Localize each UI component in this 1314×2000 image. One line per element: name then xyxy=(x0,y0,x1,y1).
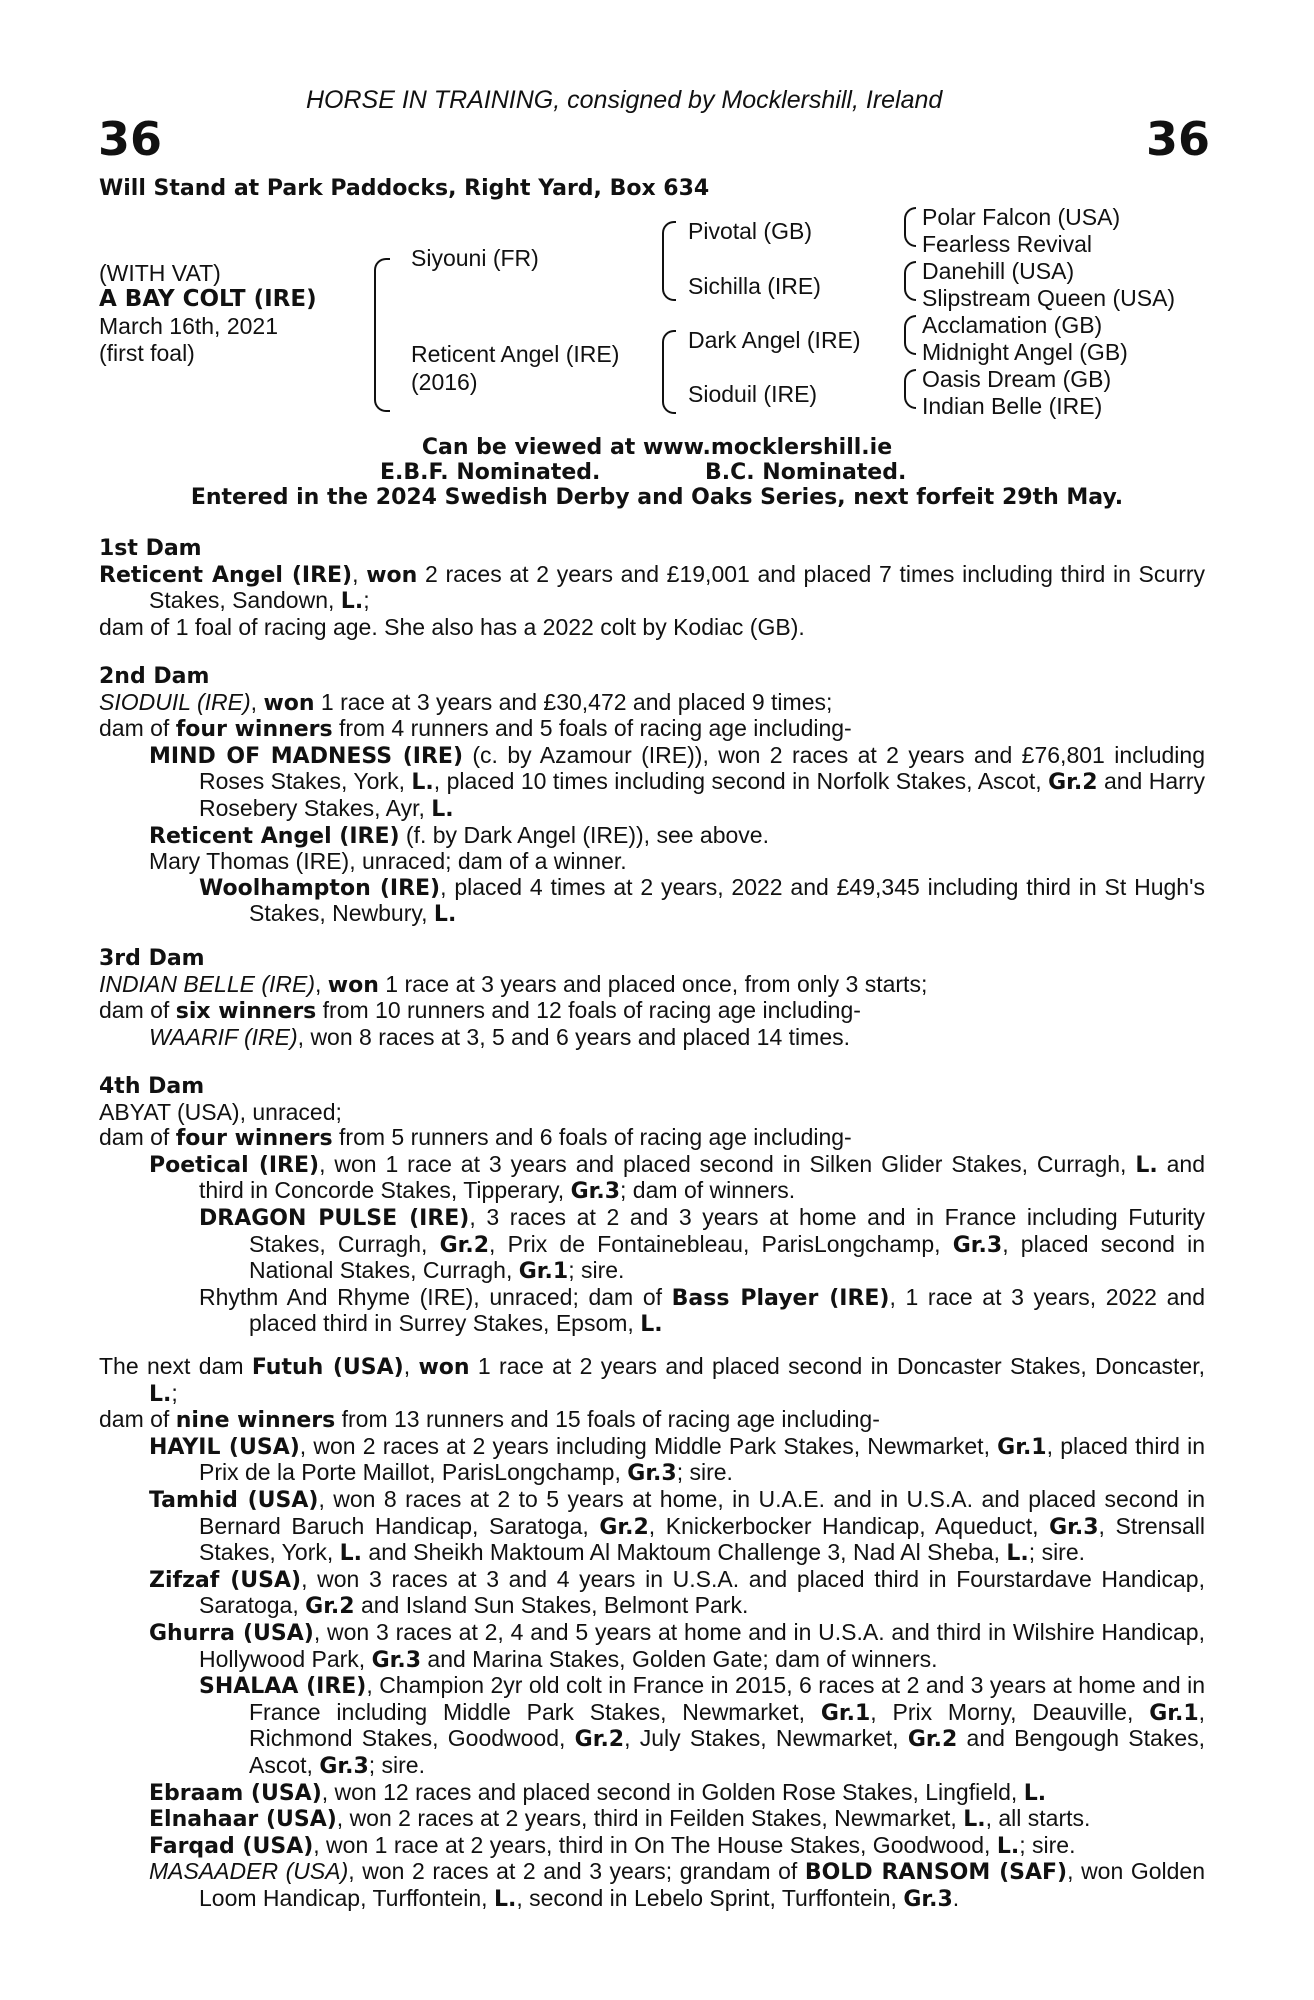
fourth-dam-entry-2: DRAGON PULSE (IRE), 3 races at 2 and 3 years at home and in France including Futurity Stakes, Curragh, Gr.2, Prix de Fontainebleau, ParisLongchamp, Gr.3, placed second in National Stakes, Curragh, Gr.1; sire. xyxy=(199,1203,1206,1285)
third-dam-entry-1: WAARIF (IRE), won 8 races at 3, 5 and 6 years and placed 14 times. xyxy=(149,1023,850,1050)
pedigree-bracket-g3-1 xyxy=(904,207,916,247)
pedigree-g3-7: Oasis Dream (GB) xyxy=(922,366,1112,392)
pedigree-g2-3: Dark Angel (IRE) xyxy=(688,327,861,353)
next-dam-name: Futuh (USA) xyxy=(251,1355,404,1380)
pedigree-bracket-g3-4 xyxy=(904,369,916,409)
lot-foal-note: (first foal) xyxy=(99,340,195,366)
pedigree-bracket-dam xyxy=(662,330,676,414)
second-dam-entry-3: Mary Thomas (IRE), unraced; dam of a winner. xyxy=(149,848,627,875)
second-dam-entry-4: Woolhampton (IRE), placed 4 times at 2 years, 2022 and £49,345 including third in St Hugh's Stakes, Newbury, L. xyxy=(199,873,1205,928)
second-dam-entry-2: Reticent Angel (IRE) (f. by Dark Angel (IRE)), see above. xyxy=(149,821,769,849)
pedigree-bracket-g3-2 xyxy=(904,261,916,301)
next-dam-entry-elnahaar: Elnahaar (USA), won 2 races at 2 years, third in Feilden Stakes, Newmarket, L., all starts. xyxy=(149,1805,1091,1833)
first-dam-section: 1st Dam Reticent Angel (IRE), won 2 races at 2 years and £19,001 and placed 7 times including third in Scurry Stakes, Sandown, L.; dam of 1 foal of racing age. She also has a 2022 colt by Kodiac (GB). xyxy=(99,536,1206,640)
pedigree-g3-3: Danehill (USA) xyxy=(922,258,1075,284)
fourth-dam-heading: 4th Dam xyxy=(99,1074,205,1099)
next-dam-entry-tamhid: Tamhid (USA), won 8 races at 2 to 5 years at home, in U.A.E. and in U.S.A. and placed second in Bernard Baruch Handicap, Saratoga, Gr.2, Knickerbocker Handicap, Aqueduct, Gr.3, Strensall Stakes, York, L. and Sheikh Maktoum Al Maktoum Challenge 3, Nad Al Sheba, L.; sire. xyxy=(149,1485,1206,1567)
entries-note: Entered in the 2024 Swedish Derby and Oaks Series, next forfeit 29th May. xyxy=(190,485,1124,510)
bc-nomination: B.C. Nominated. xyxy=(705,460,907,485)
third-dam-heading: 3rd Dam xyxy=(99,946,205,971)
pedigree-g3-4: Slipstream Queen (USA) xyxy=(922,285,1176,311)
lot-number-right: 36 xyxy=(1146,112,1211,166)
next-dam-entry-farqad: Farqad (USA), won 1 race at 2 years, third in On The House Stakes, Goodwood, L.; sire. xyxy=(149,1831,1076,1859)
fourth-dam-name: ABYAT (USA), unraced; xyxy=(99,1098,342,1125)
next-dam-entry-ghurra: Ghurra (USA), won 3 races at 2, 4 and 5 years at home and in U.S.A. and third in Wilshire Handicap, Hollywood Park, Gr.3 and Marina Stakes, Golden Gate; dam of winners. xyxy=(149,1618,1205,1673)
lot-dob: March 16th, 2021 xyxy=(99,313,279,339)
pedigree-g2-1: Pivotal (GB) xyxy=(688,218,812,244)
first-dam-heading: 1st Dam xyxy=(99,536,202,561)
next-dam-entry-shalaa: SHALAA (IRE), Champion 2yr old colt in France in 2015, 6 races at 2 and 3 years at home and in France including Middle Park Stakes, Newmarket, Gr.1, Prix Morny, Deauville, Gr.1, Richmond Stakes, Goodwood, Gr.2, July Stakes, Newmarket, Gr.2 and Bengough Stakes, Ascot, Gr.3; sire. xyxy=(199,1672,1206,1779)
pedigree-bracket-g3-3 xyxy=(904,315,916,355)
pedigree-sire: Siyouni (FR) xyxy=(411,245,539,271)
page-header-title: HORSE IN TRAINING, consigned by Mocklershill, Ireland xyxy=(306,86,943,114)
next-dam-entry-hayil: HAYIL (USA), won 2 races at 2 years including Middle Park Stakes, Newmarket, Gr.1, placed third in Prix de la Porte Maillot, ParisLongchamp, Gr.3; sire. xyxy=(149,1432,1205,1487)
pedigree-g2-4: Sioduil (IRE) xyxy=(688,381,818,407)
pedigree-g3-5: Acclamation (GB) xyxy=(922,312,1103,338)
next-dam-section: The next dam Futuh (USA), won 1 race at 2 years and placed second in Doncaster Stakes, Doncaster, L.; dam of nine winners from 13 runners and 15 foals of racing age including- HAYIL (USA), won 2 races at 2 years including Middle Park Stakes, Newmarket, Gr.1, placed third in Prix de la Porte Maillot, ParisLongchamp, Gr.3; sire. Tamhid (USA), won 8 races at 2 to 5 years at home, in U.A.E. and in U.S.A. and placed second in Bernard Baruch Handicap, Saratoga, Gr.2, Knickerbocker Handicap, Aqueduct, Gr.3, Strensall Stakes, York, L. and Sheikh Maktoum Al Maktoum Challenge 3, Nad Al Sheba, L.; sire. Zifzaf (USA), won 3 races at 3 and 4 years in U.S.A. and placed third in Fourstardave Handicap, Saratoga, Gr.2 and Island Sun Stakes, Belmont Park. Ghurra (USA), won 3 races at 2, 4 and 5 years at home and in U.S.A. and third in Wilshire Handicap, Hollywood Park, Gr.3 and Marina Stakes, Golden Gate; dam of winners. SHALAA (IRE), Champion 2yr old colt in France in 2015, 6 races at 2 and 3 years at home and in France including Middle Park Stakes, Newmarket, Gr.1, Prix Morny, Deauville, Gr.1, Richmond Stakes, Goodwood, Gr.2, July Stakes, Newmarket, Gr.2 and Bengough Stakes, Ascot, Gr.3; sire. Ebraam (USA), won 12 races and placed second in Golden Rose Stakes, Lingfield, L. Elnahaar (USA), won 2 races at 2 years, third in Feilden Stakes, Newmarket, L., all starts. Farqad (USA), won 1 race at 2 years, third in On The House Stakes, Goodwood, L.; sire. MASAADER (USA), won 2 races at 2 and 3 years; grandam of BOLD RANSOM (SAF), won Golden Loom Handicap, Turffontein, L., second in Lebelo Sprint, Turffontein, Gr.3. xyxy=(99,1353,1206,1912)
second-dam-heading: 2nd Dam xyxy=(99,664,210,689)
second-dam-section: 2nd Dam SIODUIL (IRE), won 1 race at 3 years and £30,472 and placed 9 times; dam of four winners from 4 runners and 5 foals of racing age including- MIND OF MADNESS (IRE) (c. by Azamour (IRE)), won 2 races at 2 years and £76,801 including Roses Stakes, York, L., placed 10 times including second in Norfolk Stakes, Ascot, Gr.2 and Harry Rosebery Stakes, Ayr, L. Reticent Angel (IRE) (f. by Dark Angel (IRE)), see above. Mary Thomas (IRE), unraced; dam of a winner. Woolhampton (IRE), placed 4 times at 2 years, 2022 and £49,345 including third in St Hugh's Stakes, Newbury, L. xyxy=(99,664,1205,928)
first-dam-produce: dam of 1 foal of racing age. She also has a 2022 colt by Kodiac (GB). xyxy=(99,613,805,640)
next-dam-entry-masaader: MASAADER (USA), won 2 races at 2 and 3 years; grandam of BOLD RANSOM (SAF), won Golden Loom Handicap, Turffontein, L., second in Lebelo Sprint, Turffontein, Gr.3. xyxy=(149,1858,1205,1912)
pedigree-g3-8: Indian Belle (IRE) xyxy=(922,393,1103,419)
second-dam-entry-1: MIND OF MADNESS (IRE) (c. by Azamour (IRE)), won 2 races at 2 years and £76,801 including Roses Stakes, York, L., placed 10 times including second in Norfolk Stakes, Ascot, Gr.2 and Harry Rosebery Stakes, Ayr, L. xyxy=(149,741,1205,822)
pedigree-dam-year: (2016) xyxy=(411,369,478,395)
ebf-nomination: E.B.F. Nominated. xyxy=(380,460,601,485)
fourth-dam-entry-1: Poetical (IRE), won 1 race at 3 years and placed second in Silken Glider Stakes, Curragh, L. and third in Concorde Stakes, Tipperary, Gr.3; dam of winners. xyxy=(149,1150,1205,1205)
pedigree-g2-2: Sichilla (IRE) xyxy=(688,273,821,299)
pedigree-g3-1: Polar Falcon (USA) xyxy=(922,204,1121,230)
first-dam-name: Reticent Angel (IRE) xyxy=(99,562,353,588)
next-dam-entry-zifzaf: Zifzaf (USA), won 3 races at 3 and 4 years in U.S.A. and placed third in Fourstardave Handicap, Saratoga, Gr.2 and Island Sun Stakes, Belmont Park. xyxy=(149,1565,1205,1620)
pedigree-bracket-sire xyxy=(662,221,676,301)
third-dam-name: INDIAN BELLE (IRE) xyxy=(99,970,315,997)
viewing-note: Can be viewed at www.mocklershill.ie xyxy=(421,435,893,460)
fourth-dam-section: 4th Dam ABYAT (USA), unraced; dam of four winners from 5 runners and 6 foals of racing age including- Poetical (IRE), won 1 race at 3 years and placed second in Silken Glider Stakes, Curragh, L. and third in Concorde Stakes, Tipperary, Gr.3; dam of winners. DRAGON PULSE (IRE), 3 races at 2 and 3 years at home and in France including Futurity Stakes, Curragh, Gr.2, Prix de Fontainebleau, ParisLongchamp, Gr.3, placed second in National Stakes, Curragh, Gr.1; sire. Rhythm And Rhyme (IRE), unraced; dam of Bass Player (IRE), 1 race at 3 years, 2022 and placed third in Surrey Stakes, Epsom, L. xyxy=(99,1074,1206,1338)
pedigree-bracket-main xyxy=(374,258,390,412)
lot-number-left: 36 xyxy=(98,112,163,166)
pedigree-dam: Reticent Angel (IRE) xyxy=(411,341,620,367)
stand-location: Will Stand at Park Paddocks, Right Yard, Box 634 xyxy=(99,176,710,201)
next-dam-entry-ebraam: Ebraam (USA), won 12 races and placed second in Golden Rose Stakes, Lingfield, L. xyxy=(149,1778,1047,1806)
pedigree-g3-6: Midnight Angel (GB) xyxy=(922,339,1128,365)
vat-note: (WITH VAT) xyxy=(99,260,221,286)
third-dam-section: 3rd Dam INDIAN BELLE (IRE), won 1 race at 3 years and placed once, from only 3 starts; dam of six winners from 10 runners and 12 foals of racing age including- WAARIF (IRE), won 8 races at 3, 5 and 6 years and placed 14 times. xyxy=(99,946,1205,1050)
pedigree-g3-2: Fearless Revival xyxy=(922,231,1092,257)
second-dam-name: SIODUIL (IRE) xyxy=(99,688,251,715)
lot-name: A BAY COLT (IRE) xyxy=(99,286,317,312)
fourth-dam-entry-3: Rhythm And Rhyme (IRE), unraced; dam of Bass Player (IRE), 1 race at 3 years, 2022 and placed third in Surrey Stakes, Epsom, L. xyxy=(199,1283,1205,1338)
